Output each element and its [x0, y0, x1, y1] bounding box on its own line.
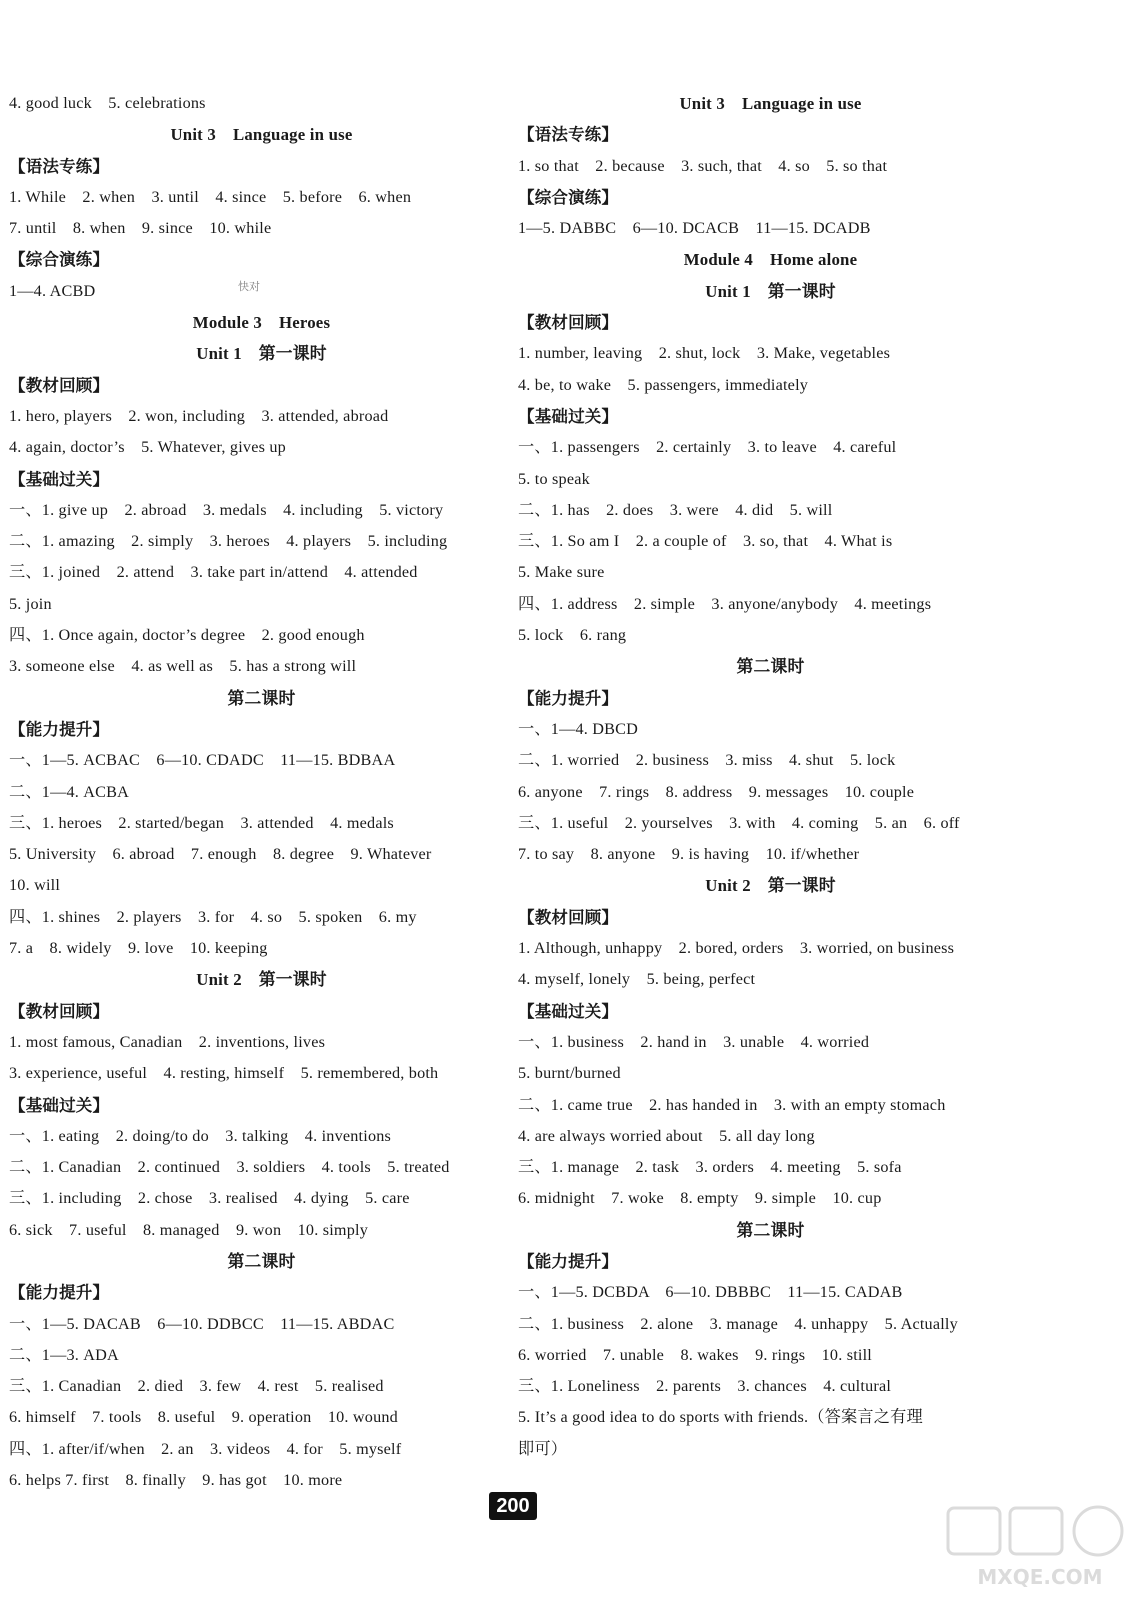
- answer-line: 5. join: [9, 594, 52, 613]
- answer-line: 四、1. after/if/when 2. an 3. videos 4. for 5. myself: [9, 1439, 402, 1458]
- answer-line: 1. Although, unhappy 2. bored, orders 3. worried, on business: [518, 939, 955, 958]
- answer-line: 三、1. So am I 2. a couple of 3. so, that 4. What is: [518, 532, 893, 551]
- answer-line: 二、1. worried 2. business 3. miss 4. shut 5. lock: [518, 751, 896, 770]
- page-number: 200: [489, 1492, 537, 1520]
- answer-line: 三、1. Loneliness 2. parents 3. chances 4. cultural: [518, 1377, 892, 1396]
- exercise-label: 【综合演练】: [9, 250, 110, 270]
- answer-line: 三、1. joined 2. attend 3. take part in/attend 4. attended: [9, 563, 418, 582]
- exercise-label: 【基础过关】: [9, 1095, 110, 1115]
- section-heading: 第二课时: [736, 657, 805, 677]
- answer-line: 6. anyone 7. rings 8. address 9. messages 10. couple: [518, 782, 915, 801]
- section-heading: Unit 2 第一课时: [196, 970, 327, 990]
- watermark-logo: [940, 1502, 1140, 1592]
- section-heading: 第二课时: [736, 1220, 805, 1240]
- section-heading: Unit 2 第一课时: [705, 876, 836, 896]
- exercise-label: 【能力提升】: [518, 1251, 619, 1271]
- answer-line: 7. to say 8. anyone 9. is having 10. if/whether: [518, 845, 860, 864]
- answer-line: 4. again, doctor’s 5. Whatever, gives up: [9, 438, 286, 457]
- answer-line: 一、1—4. DBCD: [518, 719, 639, 738]
- answer-line: 7. until 8. when 9. since 10. while: [9, 219, 272, 238]
- answer-line: 二、1. amazing 2. simply 3. heroes 4. players 5. including: [9, 532, 448, 551]
- answer-line: 一、1—5. DACAB 6—10. DDBCC 11—15. ABDAC: [9, 1314, 395, 1333]
- exercise-label: 【教材回顾】: [518, 907, 619, 927]
- right-answer-column: [518, 88, 1023, 1465]
- answer-line: 1. so that 2. because 3. such, that 4. so 5. so that: [518, 156, 888, 175]
- answer-line: 1. most famous, Canadian 2. inventions, lives: [9, 1032, 326, 1051]
- answer-line: 四、1. address 2. simple 3. anyone/anybody 4. meetings: [518, 594, 932, 613]
- answer-line: 四、1. shines 2. players 3. for 4. so 5. spoken 6. my: [9, 907, 417, 926]
- answer-line: 三、1. including 2. chose 3. realised 4. dying 5. care: [9, 1189, 410, 1208]
- answer-line: 5. Make sure: [518, 563, 605, 582]
- answer-line: 一、1. business 2. hand in 3. unable 4. worried: [518, 1032, 870, 1051]
- section-heading: Unit 3 Language in use: [679, 94, 862, 113]
- answer-line: 4. be, to wake 5. passengers, immediately: [518, 375, 809, 394]
- answer-line: 三、1. manage 2. task 3. orders 4. meeting 5. sofa: [518, 1158, 902, 1177]
- answer-line: 10. will: [9, 876, 61, 895]
- answer-line: 6. midnight 7. woke 8. empty 9. simple 10. cup: [518, 1189, 882, 1208]
- answer-line: 1. While 2. when 3. until 4. since 5. before 6. when: [9, 187, 412, 206]
- answer-line: 一、1. eating 2. doing/to do 3. talking 4. inventions: [9, 1126, 392, 1145]
- answer-line: 三、1. useful 2. yourselves 3. with 4. coming 5. an 6. off: [518, 813, 960, 832]
- exercise-label: 【基础过关】: [9, 469, 110, 489]
- answer-line: 6. worried 7. unable 8. wakes 9. rings 10. still: [518, 1345, 872, 1364]
- answer-line: 二、1. Canadian 2. continued 3. soldiers 4. tools 5. treated: [9, 1158, 450, 1177]
- answer-line: 三、1. Canadian 2. died 3. few 4. rest 5. realised: [9, 1377, 384, 1396]
- exercise-label: 【能力提升】: [9, 719, 110, 739]
- answer-line: 三、1. heroes 2. started/began 3. attended 4. medals: [9, 813, 394, 832]
- answer-line: 二、1—3. ADA: [9, 1345, 119, 1364]
- answer-line: 二、1. has 2. does 3. were 4. did 5. will: [518, 500, 833, 519]
- answer-line: 5. It’s a good idea to do sports with friends.（答案言之有理: [518, 1408, 923, 1427]
- exercise-label: 【语法专练】: [9, 156, 110, 176]
- answer-line: 1. number, leaving 2. shut, lock 3. Make, vegetables: [518, 344, 891, 363]
- exercise-label: 【能力提升】: [9, 1283, 110, 1303]
- section-heading: Unit 1 第一课时: [705, 281, 836, 301]
- answer-line: 5. burnt/burned: [518, 1064, 621, 1083]
- answer-line: 4. are always worried about 5. all day long: [518, 1126, 815, 1145]
- answer-line: 6. himself 7. tools 8. useful 9. operation 10. wound: [9, 1408, 398, 1427]
- answer-line: 4. good luck 5. celebrations: [9, 94, 206, 112]
- exercise-label: 【综合演练】: [518, 187, 619, 207]
- answer-line: 即可）: [518, 1439, 568, 1458]
- exercise-label: 【基础过关】: [518, 406, 619, 426]
- section-heading: Module 4 Home alone: [683, 250, 858, 270]
- answer-line: 1—4. ACBD: [9, 281, 96, 300]
- answer-line: 二、1—4. ACBA: [9, 782, 130, 801]
- exercise-label: 【语法专练】: [518, 125, 619, 145]
- answer-line: 5. to speak: [518, 469, 590, 488]
- answer-line: 6. helps 7. first 8. finally 9. has got 10. more: [9, 1471, 343, 1490]
- answer-line: 4. myself, lonely 5. being, perfect: [518, 970, 756, 989]
- answer-line: 1. hero, players 2. won, including 3. attended, abroad: [9, 406, 389, 425]
- answer-line: 5. lock 6. rang: [518, 626, 627, 645]
- watermark-text: MXQE.COM: [977, 1565, 1103, 1589]
- answer-line: 3. someone else 4. as well as 5. has a strong will: [9, 657, 357, 676]
- answer-line: 3. experience, useful 4. resting, himself 5. remembered, both: [9, 1064, 439, 1083]
- answer-line: 一、1—5. ACBAC 6—10. CDADC 11—15. BDBAA: [9, 751, 396, 770]
- exercise-label: 【教材回顾】: [9, 1001, 110, 1021]
- section-heading: Unit 1 第一课时: [196, 344, 327, 364]
- exercise-label: 【教材回顾】: [518, 313, 619, 333]
- section-heading: 第二课时: [227, 1251, 296, 1271]
- answer-line: 1—5. DABBC 6—10. DCACB 11—15. DCADB: [518, 219, 871, 238]
- section-heading: Unit 3 Language in use: [170, 125, 353, 145]
- answer-line: 6. sick 7. useful 8. managed 9. won 10. simply: [9, 1220, 368, 1239]
- section-heading: Module 3 Heroes: [192, 313, 331, 333]
- exercise-label: 【教材回顾】: [9, 375, 110, 395]
- exercise-label: 【基础过关】: [518, 1001, 619, 1021]
- answer-line: 一、1. passengers 2. certainly 3. to leave 4. careful: [518, 438, 897, 457]
- answer-line: 二、1. came true 2. has handed in 3. with an empty stomach: [518, 1095, 946, 1114]
- answer-line: 5. University 6. abroad 7. enough 8. degree 9. Whatever: [9, 845, 432, 864]
- faint-stamp: 快对: [238, 280, 260, 293]
- answer-line: 7. a 8. widely 9. love 10. keeping: [9, 939, 268, 958]
- answer-line: 一、1. give up 2. abroad 3. medals 4. including 5. victory: [9, 500, 444, 519]
- answer-line: 四、1. Once again, doctor’s degree 2. good enough: [9, 626, 365, 645]
- exercise-label: 【能力提升】: [518, 688, 619, 708]
- section-heading: 第二课时: [227, 688, 296, 708]
- answer-line: 一、1—5. DCBDA 6—10. DBBBC 11—15. CADAB: [518, 1283, 903, 1302]
- answer-line: 二、1. business 2. alone 3. manage 4. unhappy 5. Actually: [518, 1314, 958, 1333]
